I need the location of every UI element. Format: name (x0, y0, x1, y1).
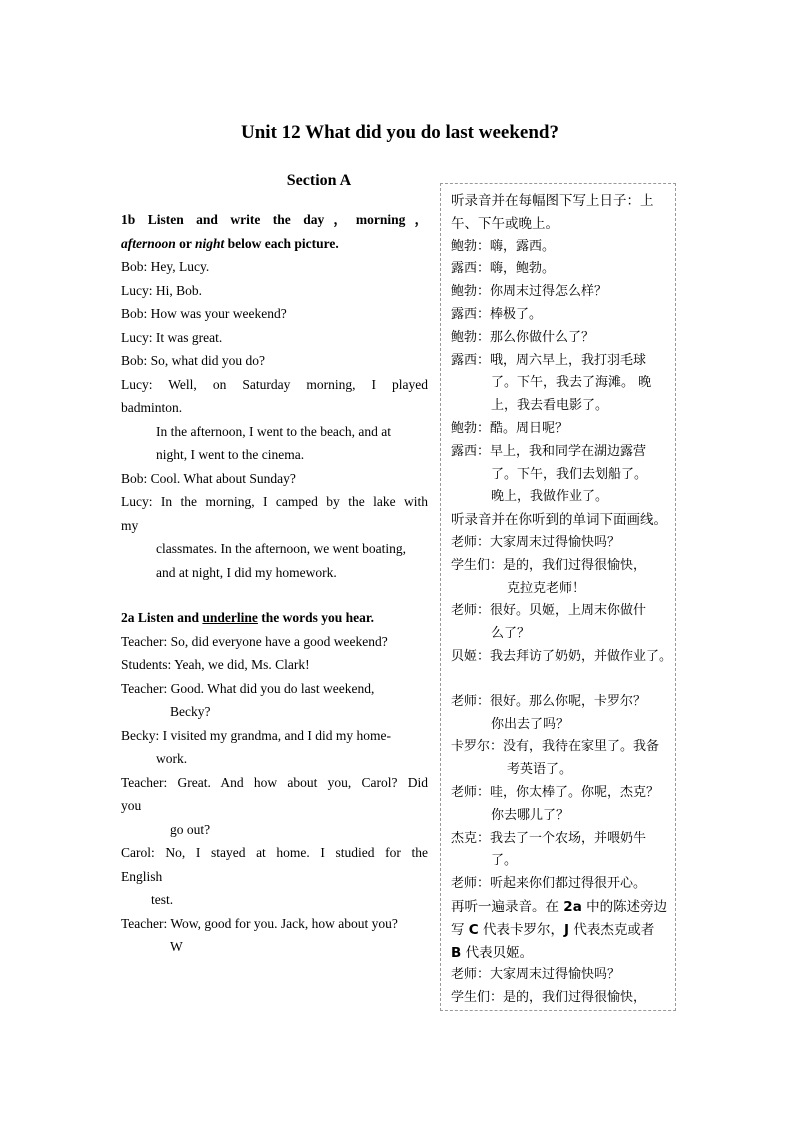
dialogue-line: Students: Yeah, we did, Ms. Clark! (121, 657, 310, 672)
heading-2a-ref: 2a (563, 898, 582, 915)
english-column (121, 208, 428, 959)
heading-part: 代表贝姬。 (461, 944, 534, 961)
section-title: Section A (286, 172, 352, 189)
page-title: Unit 12 What did you do last weekend? (241, 122, 559, 143)
dialogue-line: Lucy: Hi, Bob. (121, 282, 202, 298)
dialogue-line: Teacher: Great. And how about you, Carol? Did (121, 774, 428, 790)
heading-b: B (451, 944, 462, 961)
translation-heading (451, 942, 677, 965)
heading-night: night (195, 235, 225, 251)
dialogue-line: Teacher: Good. What did you do last weekend, (121, 680, 375, 696)
heading-c: C (468, 921, 479, 938)
translation-line: 露西：棒极了。 (451, 306, 543, 322)
dialogue-line: Teacher: So, did everyone have a good weekend? (121, 633, 388, 649)
translation-line: 学生们：是的，我们过得很愉快， (451, 557, 647, 573)
translation-line: 克拉克老师！ (507, 580, 586, 596)
heading-part: 写 (451, 921, 469, 938)
heading-part: 再听一遍录音。在 (451, 898, 564, 915)
translation-line: 鲍勃：嗨，露西。 (451, 238, 556, 254)
dialogue-line: Becky? (170, 704, 211, 719)
dialogue-line: classmates. In the afternoon, we went boating, (156, 541, 407, 556)
translation-line: 杰克：我去了一个农场，并喂奶牛 (451, 830, 647, 846)
dialogue-line: Bob: So, what did you do? (121, 353, 265, 368)
dialogue-line: Bob: Hey, Lucy. (121, 259, 210, 274)
translation-line: 上，我去看电影了。 (491, 398, 609, 414)
translation-line: 露西：嗨，鲍勃。 (451, 261, 556, 277)
heading-or: or (175, 235, 196, 251)
translation-line: 鲍勃：酷。周日呢？ (451, 420, 569, 436)
translation-heading: 听录音并在你听到的单词下面画线。 (451, 512, 667, 529)
dialogue-line: Carol: No, I stayed at home. I studied for the (121, 845, 428, 860)
dialogue-line: Bob: How was your weekend? (121, 306, 287, 321)
dialogue-line: Lucy: It was great. (121, 329, 223, 345)
translation-heading: 午、下午或晚上。 (451, 215, 559, 232)
translation-line: 了。下午，我们去划船了。 (491, 466, 648, 482)
dialogue-line: my (121, 517, 139, 533)
spacer (451, 669, 677, 691)
translation-box (440, 183, 676, 1011)
translation-line: 卡罗尔：没有，我待在家里了。我备 (451, 739, 660, 755)
translation-line: 老师：很好。贝姬，上周末你做什 (451, 603, 647, 619)
translation-line: 了。下午，我去了海滩。 晚 (491, 375, 652, 391)
translation-line: 贝姬：我去拜访了奶奶，并做作业了。 (451, 648, 673, 664)
heading-below: below each picture. (224, 235, 339, 251)
translation-line: 了。 (491, 853, 518, 869)
dialogue-line: In the afternoon, I went to the beach, and at (156, 423, 392, 439)
heading-2a-suffix: the words you hear. (257, 610, 375, 625)
heading-1b-line2 (121, 232, 428, 256)
heading-part: 中的陈述旁边 (581, 898, 668, 915)
dialogue-line: Lucy: Well, on Saturday morning, I played (121, 376, 428, 392)
spacer (121, 584, 428, 606)
heading-part: 代表杰克或者 (569, 921, 655, 938)
dialogue-line: and at night, I did my homework. (156, 564, 337, 580)
dialogue-line: Teacher: Wow, good for you. Jack, how about you? (121, 915, 398, 931)
dialogue-line: English (121, 868, 163, 884)
translation-heading (451, 919, 677, 942)
heading-2a (121, 606, 428, 630)
heading-2a-prefix: 2a Listen and (121, 610, 203, 625)
translation-line: 考英语了。 (507, 762, 573, 778)
heading-1b-line1: 1b Listen and write the day，morning， (121, 212, 428, 227)
translation-line: 老师：哇，你太棒了。你呢，杰克？ (451, 784, 660, 800)
translation-line: 鲍勃：那么你做什么了？ (451, 329, 595, 345)
dialogue-line: go out? (170, 821, 211, 837)
heading-j: J (564, 921, 570, 938)
translation-line: 老师：听起来你们都过得很开心。 (451, 876, 647, 892)
translation-line: 老师：很好。那么你呢，卡罗尔？ (451, 693, 647, 709)
translation-line: 露西：哦，周六早上，我打羽毛球 (451, 352, 647, 368)
heading-afternoon: afternoon (121, 235, 176, 251)
translation-line: 学生们：是的，我们过得很愉快， (451, 990, 647, 1006)
dialogue-line: you (121, 798, 142, 813)
translation-line: 晚上，我做作业了。 (491, 489, 609, 505)
translation-line: 老师：大家周末过得愉快吗？ (451, 534, 621, 550)
dialogue-line: night, I went to the cinema. (156, 447, 305, 462)
translation-heading (451, 896, 677, 919)
dialogue-line: Lucy: In the morning, I camped by the lake with (121, 494, 428, 509)
translation-column (451, 190, 677, 1010)
translation-line: 你去哪儿了？ (491, 807, 570, 823)
translation-heading: 听录音并在每幅图下写上日子：上 (451, 193, 654, 209)
dialogue-line: work. (156, 751, 188, 766)
dialogue-line: badminton. (121, 400, 183, 415)
dialogue-line: W (170, 939, 183, 954)
translation-line: 老师：大家周末过得愉快吗？ (451, 967, 621, 983)
translation-line: 露西：早上，我和同学在湖边露营 (451, 443, 647, 459)
dialogue-line: test. (151, 892, 174, 907)
translation-line: 鲍勃：你周末过得怎么样？ (451, 284, 608, 300)
translation-line: 你出去了吗？ (491, 716, 570, 732)
dialogue-line: Bob: Cool. What about Sunday? (121, 470, 296, 486)
heading-part: 代表卡罗尔， (478, 921, 565, 938)
dialogue-line: Becky: I visited my grandma, and I did my home- (121, 727, 391, 743)
heading-2a-underline-word: underline (202, 610, 258, 625)
translation-line: 么了？ (491, 626, 531, 642)
